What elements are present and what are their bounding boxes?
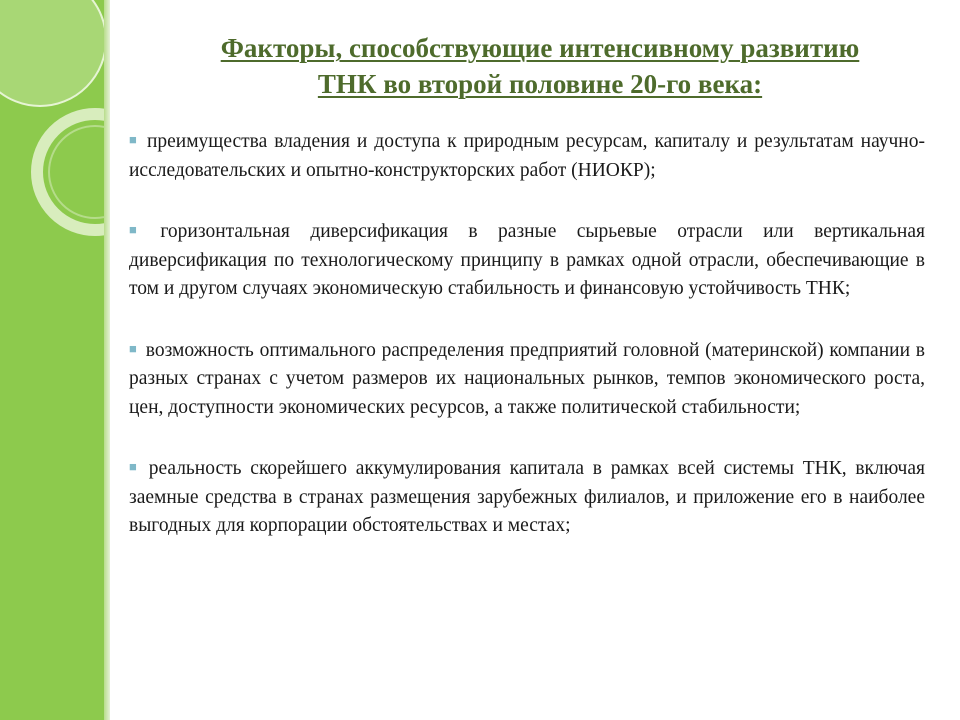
sidebar-edge xyxy=(104,0,110,720)
bullet-square-icon: ■ xyxy=(129,340,138,356)
bullet-text: преимущества владения и доступа к природным ресурсам, капиталу и результатам научно-исследовательских и опытно-конструкторских работ (НИОКР); xyxy=(129,131,925,181)
bullet-square-icon: ■ xyxy=(129,459,141,474)
bullet-text: возможность оптимального распределения предприятий головной (материнской) компании в разных странах с учетом размеров их национальных рынков, темпов экономического роста, цен, доступности экономических ресурсов, а также политической стабильности; xyxy=(129,339,925,418)
list-item xyxy=(129,126,925,185)
bullet-text: горизонтальная диверсификация в разные сырьевые отрасли или вертикальная диверсификация по технологическому принципу в рамках одной отрасли, обеспечивающие в том и другом случаях экономическую стабильность и финансовую устойчивость ТНК; xyxy=(129,221,925,299)
bullet-list xyxy=(129,126,925,572)
list-item xyxy=(129,216,925,304)
bullet-square-icon: ■ xyxy=(129,132,139,147)
list-item xyxy=(129,335,925,423)
bullet-square-icon: ■ xyxy=(129,222,153,237)
title-line-1: Факторы, способствующие интенсивному развитию xyxy=(220,33,860,63)
bullet-text: реальность скорейшего аккумулирования капитала в рамках всей системы ТНК, включая заемные средства в странах размещения зарубежных филиалов, и приложение его в наиболее выгодных для корпорации обстоятельствах и местах; xyxy=(129,458,925,536)
decorative-circles-icon xyxy=(0,0,104,720)
title-line-2: ТНК во второй половине 20-го века: xyxy=(317,69,763,99)
green-sidebar xyxy=(0,0,104,720)
list-item xyxy=(129,453,925,541)
slide-title xyxy=(140,30,940,102)
